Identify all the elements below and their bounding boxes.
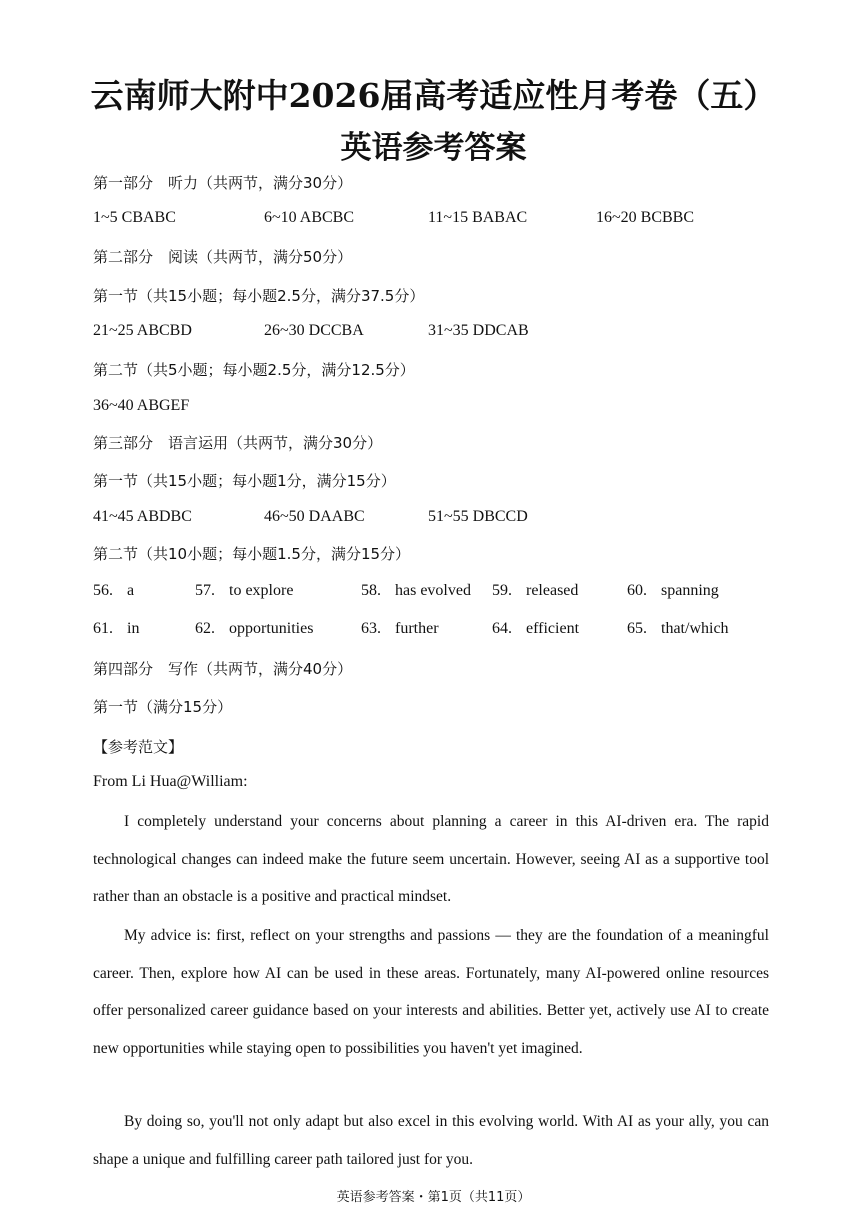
part2-heading: 第二部分 阅读（共两节，满分50分） (93, 248, 353, 266)
fill-answer: a (127, 582, 135, 599)
answer-group: 41~45 ABDBC (93, 508, 192, 525)
page-footer: 英语参考答案・第1页（共11页） (336, 1190, 531, 1205)
fill-answer-num: 62. (195, 620, 215, 637)
part4-heading: 第四部分 写作（共两节，满分40分） (93, 660, 353, 678)
answer-group: 31~35 DDCAB (428, 322, 529, 339)
essay-paragraph: My advice is: first, reflect on your strengths and passions — they are the foundation of a meaningful career. Then, explore how AI can be used in these areas. Fortunately, many AI-powered online resources offer personalized career guidance based on your interests and abilities. Better yet, actively use AI to create new opportunities while staying open to possibilities you haven't yet imagined. (93, 927, 769, 1057)
fill-answer: in (127, 620, 140, 637)
answer-group: 1~5 CBABC (93, 209, 176, 226)
answer-group: 36~40 ABGEF (93, 397, 190, 414)
fill-answer: released (526, 582, 579, 599)
part2-section1-heading: 第一节（共15小题；每小题2.5分，满分37.5分） (93, 287, 425, 305)
fill-answer: spanning (661, 582, 719, 599)
part3-heading: 第三部分 语言运用（共两节，满分30分） (93, 434, 383, 452)
answer-group: 51~55 DBCCD (428, 508, 528, 525)
part3-section2-heading: 第二节（共10小题；每小题1.5分，满分15分） (93, 545, 411, 563)
part2-section2-heading: 第二节（共5小题；每小题2.5分，满分12.5分） (93, 361, 415, 379)
page-title: 云南师大附中2026届高考适应性月考卷（五） (90, 76, 777, 115)
fill-answer: has evolved (395, 582, 471, 599)
fill-answer-num: 56. (93, 582, 113, 599)
essay-paragraph: I completely understand your concerns about planning a career in this AI-driven era. The rapid technological changes can indeed make the future seem uncertain. However, seeing AI as a supportive tool rather than an obstacle is a positive and practical mindset. (93, 813, 769, 905)
part3-section1-heading: 第一节（共15小题；每小题1分，满分15分） (93, 472, 396, 490)
part4-section1-heading: 第一节（满分15分） (93, 698, 233, 716)
answer-group: 11~15 BABAC (428, 209, 528, 226)
essay-greeting: From Li Hua@William: (93, 773, 248, 790)
fill-answer: further (395, 620, 439, 637)
answer-group: 26~30 DCCBA (264, 322, 364, 339)
fill-answer: efficient (526, 620, 580, 637)
answer-group: 21~25 ABCBD (93, 322, 192, 339)
part1-heading: 第一部分 听力（共两节，满分30分） (93, 174, 353, 192)
fill-answer-num: 57. (195, 582, 215, 599)
fill-answer-num: 60. (627, 582, 647, 599)
fill-answer-num: 64. (492, 620, 512, 637)
fill-answer-num: 61. (93, 620, 113, 637)
fill-answer-num: 58. (361, 582, 381, 599)
sample-essay-label: 【参考范文】 (93, 738, 184, 756)
fill-answer: that/which (661, 620, 729, 637)
answer-group: 46~50 DAABC (264, 508, 365, 525)
fill-answer-num: 59. (492, 582, 512, 599)
answer-group: 16~20 BCBBC (596, 209, 695, 226)
essay-paragraph: By doing so, you'll not only adapt but also excel in this evolving world. With AI as your ally, you can shape a unique and fulfilling career path tailored just for you. (93, 1113, 769, 1168)
answer-group: 6~10 ABCBC (264, 209, 355, 226)
fill-answer-num: 63. (361, 620, 381, 637)
fill-answer: opportunities (229, 620, 314, 637)
fill-answer: to explore (229, 582, 294, 599)
page-subtitle: 英语参考答案 (340, 130, 527, 166)
fill-answer-num: 65. (627, 620, 647, 637)
